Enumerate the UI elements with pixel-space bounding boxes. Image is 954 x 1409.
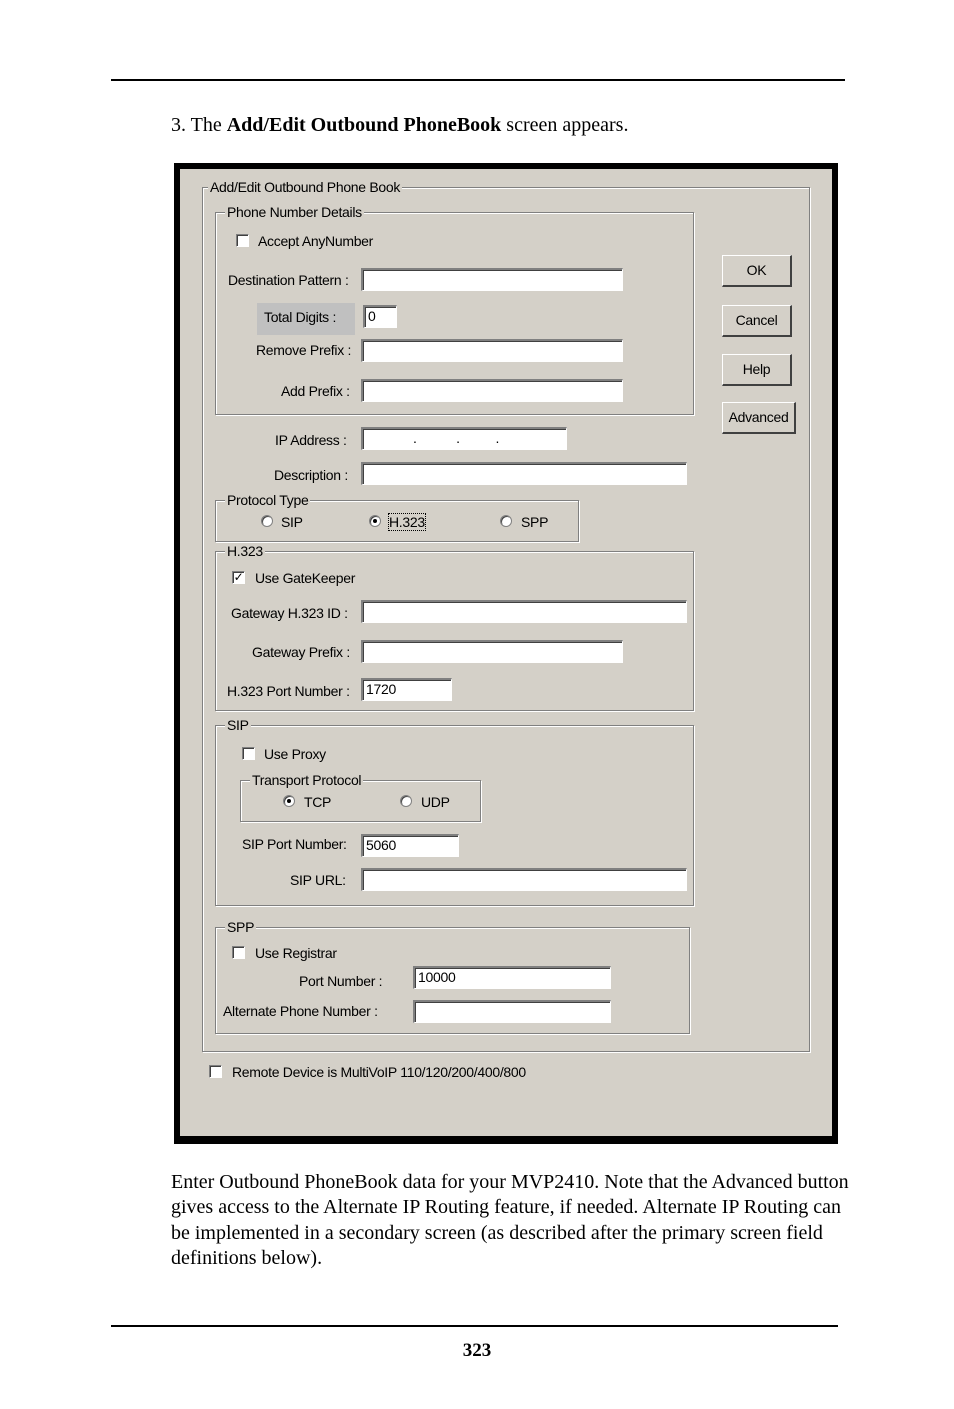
total-digits-label: Total Digits : — [264, 309, 337, 325]
total-digits-input[interactable]: 0 — [363, 305, 397, 328]
protocol-sip-label: SIP — [281, 514, 303, 530]
cancel-button[interactable]: Cancel — [722, 305, 792, 337]
sip-url-input[interactable] — [361, 868, 687, 891]
bottom-rule — [111, 1325, 838, 1327]
advanced-button[interactable]: Advanced — [722, 402, 796, 434]
top-rule — [111, 79, 845, 81]
gateway-prefix-label: Gateway Prefix : — [252, 644, 350, 660]
transport-udp-radio[interactable] — [400, 795, 412, 807]
remote-device-label: Remote Device is MultiVoIP 110/120/200/400/800 — [232, 1064, 526, 1080]
transport-tcp-radio[interactable] — [283, 795, 295, 807]
phone-number-details-legend: Phone Number Details — [227, 204, 362, 220]
spp-port-number-label: Port Number : — [299, 973, 383, 989]
transport-tcp-label: TCP — [304, 794, 332, 810]
sip-port-number-label: SIP Port Number: — [242, 836, 347, 852]
accept-any-number-label: Accept AnyNumber — [258, 233, 374, 249]
h323-port-number-label: H.323 Port Number : — [227, 683, 350, 699]
ip-address-label: IP Address : — [275, 432, 347, 448]
outer-group-legend: Add/Edit Outbound Phone Book — [210, 179, 401, 195]
ok-button[interactable]: OK — [722, 255, 792, 287]
use-proxy-checkbox[interactable] — [242, 747, 255, 760]
remove-prefix-label: Remove Prefix : — [256, 342, 352, 358]
protocol-type-legend: Protocol Type — [227, 492, 309, 508]
transport-udp-label: UDP — [421, 794, 450, 810]
transport-protocol-legend: Transport Protocol — [252, 772, 362, 788]
add-prefix-label: Add Prefix : — [281, 383, 350, 399]
add-edit-outbound-phonebook-dialog — [180, 169, 832, 1136]
h323-port-number-input[interactable]: 1720 — [361, 678, 452, 701]
destination-pattern-label: Destination Pattern : — [228, 272, 349, 288]
remote-device-checkbox[interactable] — [209, 1065, 222, 1078]
h323-legend: H.323 — [227, 543, 263, 559]
use-gatekeeper-label: Use GateKeeper — [255, 570, 356, 586]
sip-url-label: SIP URL: — [290, 872, 346, 888]
sip-port-number-input[interactable]: 5060 — [361, 834, 459, 857]
protocol-h323-radio[interactable] — [369, 515, 381, 527]
ip-address-input[interactable]: . . . — [361, 427, 567, 450]
description-label: Description : — [274, 467, 348, 483]
use-registrar-checkbox[interactable] — [232, 946, 245, 959]
use-proxy-label: Use Proxy — [264, 746, 326, 762]
help-button[interactable]: Help — [722, 354, 792, 386]
page-number: 323 — [462, 1340, 492, 1361]
description-input[interactable] — [361, 462, 687, 485]
description-paragraph: Enter Outbound PhoneBook data for your MVP2410. Note that the Advanced button gives access to the Alternate IP Routing feature, if needed. Alternate IP Routing can be implemented in a secondary screen (as described after the primary screen field definitions below). — [171, 1171, 849, 1269]
gateway-h323-id-label: Gateway H.323 ID : — [231, 605, 348, 621]
step-text: 3. The Add/Edit Outbound PhoneBook screen appears. — [171, 114, 629, 136]
accept-any-number-checkbox[interactable] — [236, 234, 249, 247]
use-gatekeeper-checkbox[interactable]: ✓ — [233, 570, 244, 584]
dialog-screenshot — [174, 163, 838, 1144]
gateway-h323-id-input[interactable] — [361, 600, 687, 623]
protocol-spp-radio[interactable] — [500, 515, 512, 527]
remove-prefix-input[interactable] — [361, 339, 623, 362]
protocol-sip-radio[interactable] — [261, 515, 273, 527]
spp-port-number-input[interactable]: 10000 — [413, 966, 611, 989]
use-registrar-label: Use Registrar — [255, 945, 337, 961]
spp-legend: SPP — [227, 919, 255, 935]
add-prefix-input[interactable] — [361, 379, 623, 402]
alternate-phone-number-input[interactable] — [413, 1000, 611, 1023]
sip-legend: SIP — [227, 717, 249, 733]
destination-pattern-input[interactable] — [361, 268, 623, 291]
alternate-phone-number-label: Alternate Phone Number : — [223, 1003, 378, 1019]
protocol-h323-label: H.323 — [389, 514, 425, 530]
gateway-prefix-input[interactable] — [361, 640, 623, 663]
protocol-spp-label: SPP — [521, 514, 549, 530]
